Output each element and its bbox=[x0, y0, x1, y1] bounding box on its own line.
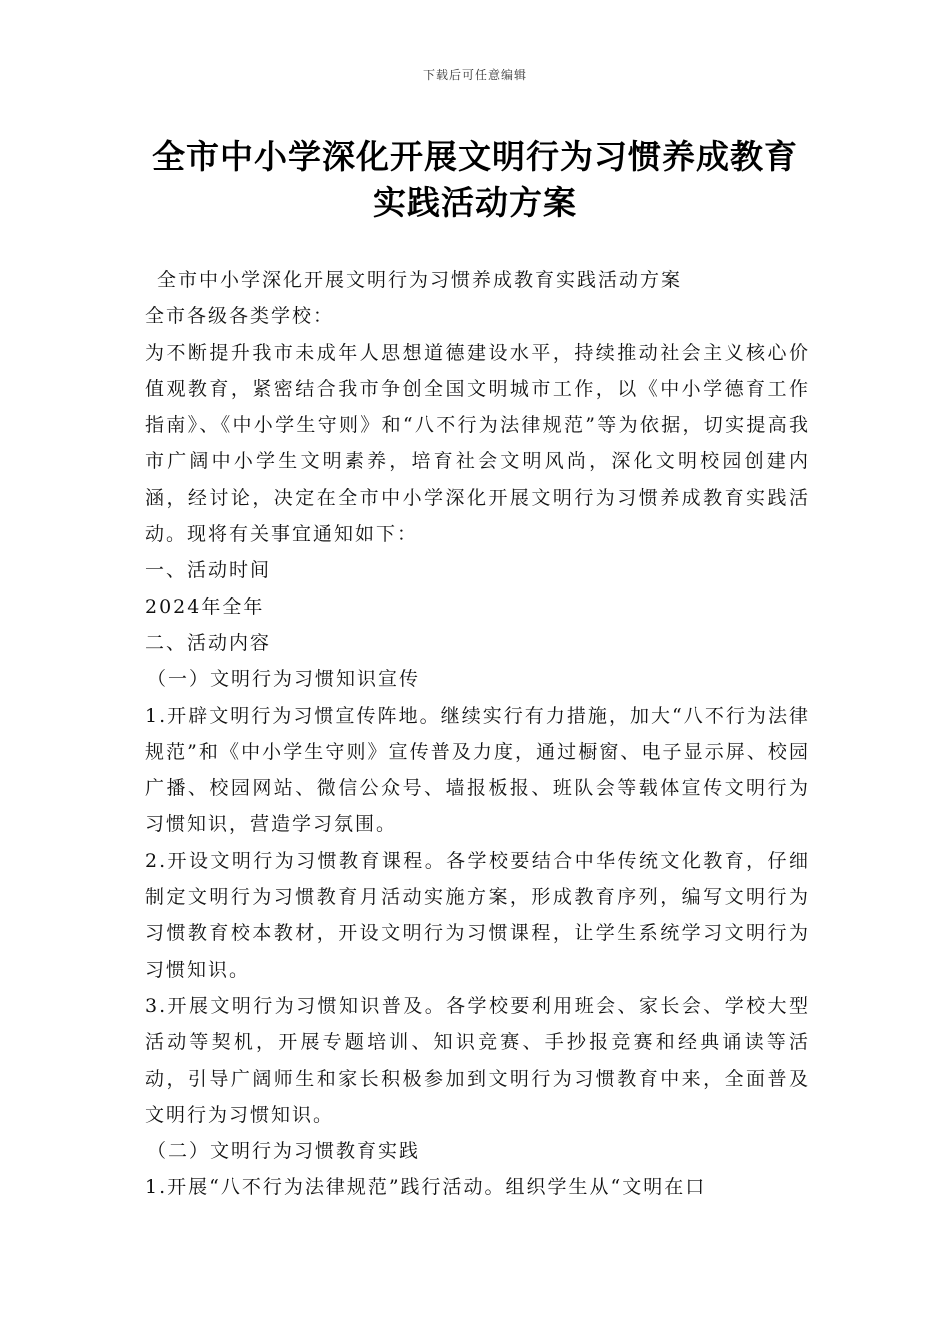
intro-paragraph: 为不断提升我市未成年人思想道德建设水平，持续推动社会主义核心价值观教育，紧密结合我市争创全国文明城市工作，以《中小学德育工作指南》、《中小学生守则》和“八不行为法律规范”等为依据，切实提高我市广阔中小学生文明素养，培育社会文明风尚，深化文明校园创建内涵，经讨论，决定在全市中小学深化开展文明行为习惯养成教育实践活动。现将有关事宜通知如下： bbox=[145, 341, 810, 546]
document-title: 全市中小学深化开展文明行为习惯养成教育实践活动方案 bbox=[152, 137, 798, 222]
content-paragraph-1: 1.开辟文明行为习惯宣传阵地。继续实行有力措施，加大“八不行为法律规范”和《中小学生守则》宣传普及力度，通过橱窗、电子显示屏、校园广播、校园网站、微信公众号、墙报板报、班队会等载体宣传文明行为习惯知识，营造学习氛围。 bbox=[145, 704, 810, 836]
header-note: 下载后可任意编辑 bbox=[422, 68, 527, 82]
content-paragraph-3: 3.开展文明行为习惯知识普及。各学校要利用班会、家长会、学校大型活动等契机，开展专题培训、知识竞赛、手抄报竞赛和经典诵读等活动，引导广阔师生和家长积极参加到文明行为习惯教育中来，全面普及文明行为习惯知识。 bbox=[145, 994, 810, 1126]
addressee-paragraph: 全市各级各类学校： bbox=[145, 305, 335, 328]
section-heading-time: 一、活动时间 bbox=[145, 559, 272, 582]
section-heading-content: 二、活动内容 bbox=[145, 631, 272, 654]
subtitle-paragraph: 全市中小学深化开展文明行为习惯养成教育实践活动方案 bbox=[157, 269, 683, 291]
subsection-heading-2: （二）文明行为习惯教育实践 bbox=[147, 1140, 421, 1163]
subsection-heading-1: （一）文明行为习惯知识宣传 bbox=[147, 668, 421, 691]
content-paragraph-4: 1.开展“八不行为法律规范”践行活动。组织学生从“文明在口 bbox=[145, 1176, 707, 1199]
content-paragraph-2: 2.开设文明行为习惯教育课程。各学校要结合中华传统文化教育，仔细制定文明行为习惯教育月活动实施方案，形成教育序列，编写文明行为习惯教育校本教材，开设文明行为习惯课程，让学生系统学习文明行为习惯知识。 bbox=[145, 849, 810, 981]
time-value: 2024年全年 bbox=[145, 595, 265, 618]
document-body bbox=[145, 262, 810, 1206]
